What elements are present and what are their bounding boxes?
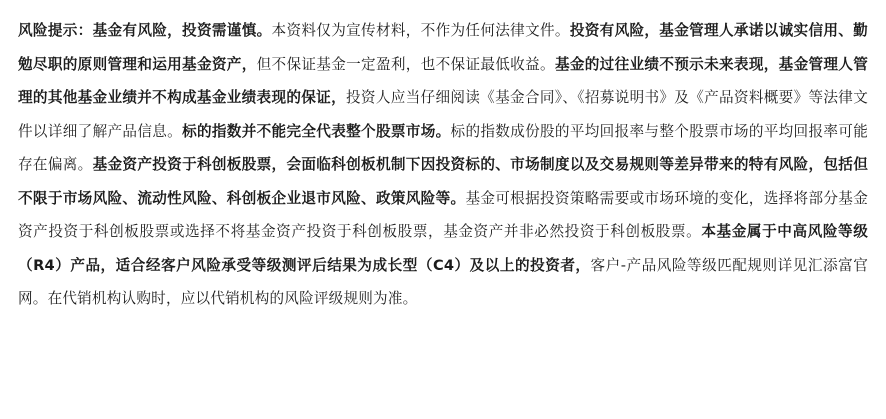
disclaimer-segment: 标的指数并不能完全代表整个股票市场。 xyxy=(182,122,451,140)
disclaimer-segment: 基金资产投资于科创板股票，会面临科创板机制下因投资标的、市场制度以及交易规则等差异带来的特有风险，包括但不限于市场风险、流动性风险、科创板企业退市风险、政策风险等。 xyxy=(18,156,868,207)
disclaimer-segment: 但不保证基金一定盈利，也不保证最低收益。 xyxy=(256,55,555,73)
disclaimer-segment: 基金的过往业绩不预示未来表现，基金管理人管理的其他基金业绩并不构成基金业绩表现的保证， xyxy=(18,55,869,106)
disclaimer-segment: 投资人应当仔细阅读《基金合同》、《招募说明书》及《产品资料概要》等法律文件以详细了解产品信息。 xyxy=(18,89,868,140)
disclaimer-segment: 本资料仅为宣传材料，不作为任何法律文件。 xyxy=(271,22,570,39)
disclaimer-segment: 投资有风险，基金管理人承诺以诚实信用、勤勉尽职的原则管理和运用基金资产， xyxy=(18,22,868,73)
disclaimer-segment: 标的指数成份股的平均回报率与整个股票市场的平均回报率可能存在偏离。 xyxy=(18,122,869,173)
risk-disclaimer-text xyxy=(18,14,868,316)
disclaimer-segment: 基金有风险，投资需谨慎。 xyxy=(92,22,272,39)
disclaimer-segment: 风险提示： xyxy=(18,22,93,39)
disclaimer-segment: 客户-产品风险等级匹配规则详见汇添富官网。在代销机构认购时，应以代销机构的风险评级规则为准。 xyxy=(18,256,868,307)
disclaimer-segment: 本基金属于中高风险等级（R4）产品，适合经客户风险承受等级测评后结果为成长型（C4）及以上的投资者， xyxy=(18,223,868,274)
disclaimer-segment: 基金可根据投资策略需要或市场环境的变化，选择将部分基金资产投资于科创板股票或选择不将基金资产投资于科创板股票，基金资产并非必然投资于科创板股票。 xyxy=(18,189,868,240)
